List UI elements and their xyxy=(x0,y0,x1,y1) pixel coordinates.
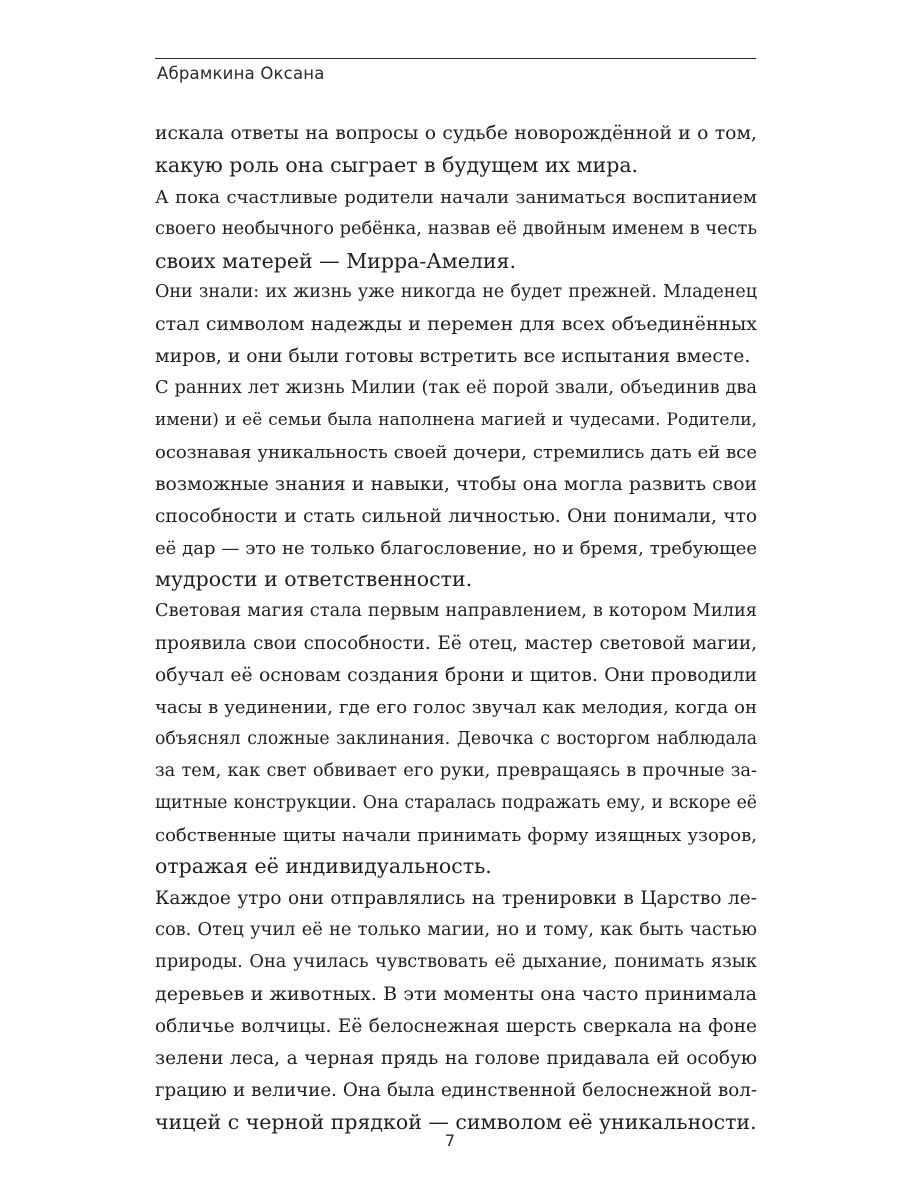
text-line: Каждое утро они отправлялись на тренировки в Царство ле- xyxy=(155,888,757,910)
text-line: какую роль она сыграет в будущем их мира. xyxy=(155,152,639,177)
text-line: стал символом надежды и перемен для всех объединённых xyxy=(155,313,757,336)
text-line: природы. Она училась чувствовать её дыхание, понимать язык xyxy=(155,952,757,973)
text-line: А пока счастливые родители начали заниматься воспитанием xyxy=(155,186,757,208)
text-line: чицей с черной прядкой — символом её уникальности. xyxy=(155,1109,757,1134)
text-line: часы в уединении, где его голос звучал как мелодия, когда он xyxy=(155,697,757,719)
text-line: способности и стать сильной личностью. Они понимали, что xyxy=(155,505,757,527)
text-line: обличье волчицы. Её белоснежная шерсть сверкала на фоне xyxy=(155,1015,757,1037)
text-line: объяснял сложные заклинания. Девочка с восторгом наблюдала xyxy=(155,728,757,749)
text-line: её дар — это не только благословение, но и бремя, требующее xyxy=(155,537,757,559)
text-line: отражая её индивидуальность. xyxy=(155,854,492,879)
text-line: обучал её основам создания брони и щитов. Они проводили xyxy=(155,665,757,687)
text-line: Они знали: их жизнь уже никогда не будет прежней. Младенец xyxy=(155,282,757,303)
text-line: деревьев и животных. В эти моменты она часто принимала xyxy=(155,983,757,1006)
text-line: собственные щиты начали принимать форму изящных узоров, xyxy=(155,824,757,846)
text-line: зелени леса, а черная прядь на голове придавала ей особую xyxy=(155,1047,757,1069)
running-head-author: Абрамкина Оксана xyxy=(157,64,325,83)
text-line: проявила свои способности. Её отец, мастер световой магии, xyxy=(155,633,757,655)
text-line: щитные конструкции. Она старалась подражать ему, и вскоре её xyxy=(155,792,757,813)
header-rule xyxy=(155,58,756,59)
text-line: грацию и величие. Она была единственной белоснежной вол- xyxy=(155,1079,757,1101)
text-line: миров, и они были готовы встретить все испытания вместе. xyxy=(155,346,751,368)
text-line: своего необычного ребёнка, назвав её двойным именем в честь xyxy=(155,218,757,239)
text-line: своих матерей — Мирра-Амелия. xyxy=(155,248,516,273)
body-text xyxy=(155,118,757,1139)
text-line: С ранних лет жизнь Милии (так её порой звали, объединив два xyxy=(155,378,757,399)
text-line: осознавая уникальность своей дочери, стремились дать ей все xyxy=(155,441,757,463)
text-line: за тем, как свет обвивает его руки, превращаясь в прочные за- xyxy=(155,760,757,781)
text-line: искала ответы на вопросы о судьбе новорождённой и о том, xyxy=(155,123,757,144)
text-line: Световая магия стала первым направлением, в котором Милия xyxy=(155,601,757,622)
text-line: мудрости и ответственности. xyxy=(155,567,473,592)
text-line: возможные знания и навыки, чтобы она могла развить свои xyxy=(155,473,757,495)
page-number: 7 xyxy=(444,1131,456,1150)
text-line: имени) и её семьи была наполнена магией и чудесами. Родители, xyxy=(155,410,757,431)
text-line: сов. Отец учил её не только магии, но и тому, как быть частью xyxy=(155,920,757,941)
